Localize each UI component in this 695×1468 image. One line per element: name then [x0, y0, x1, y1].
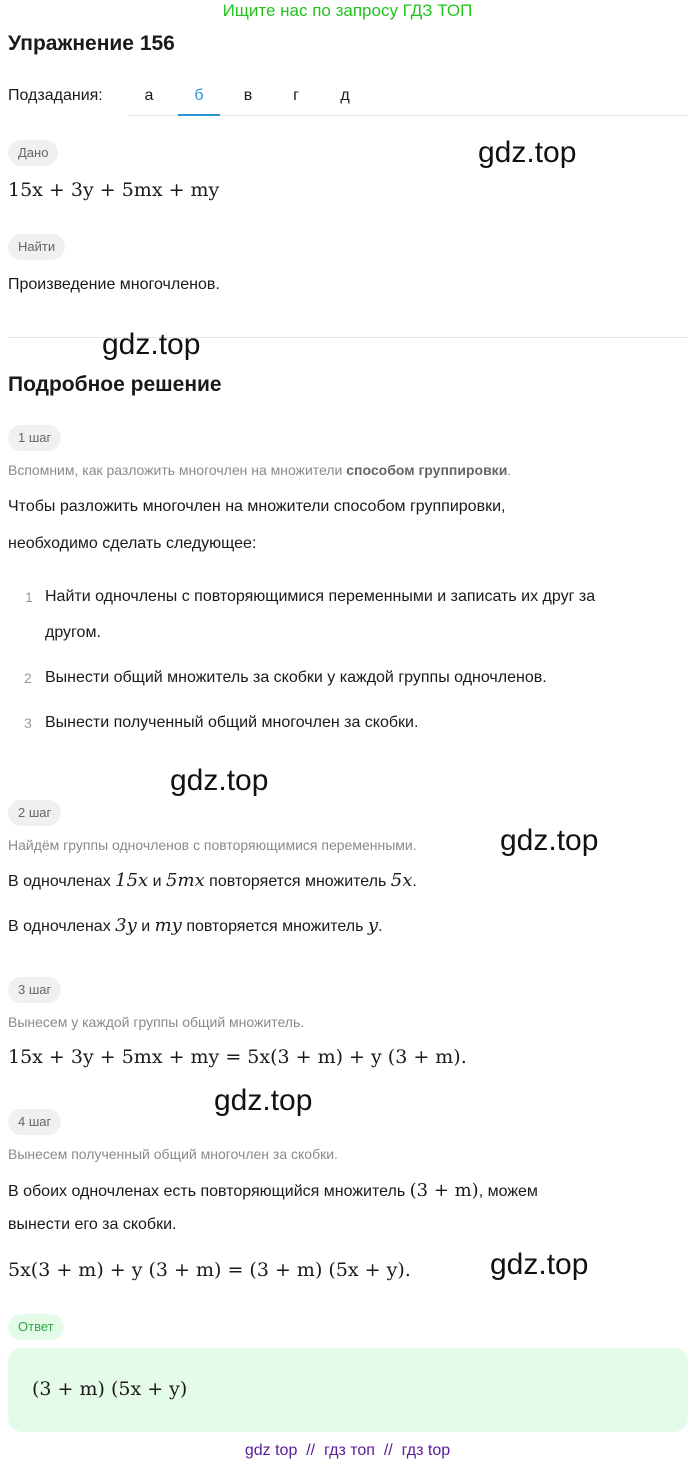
step-1-para-line2: необходимо сделать следующее: — [8, 535, 257, 552]
answer-box — [8, 1348, 688, 1432]
find-text: Произведение многочленов. — [8, 276, 220, 293]
watermark: gdz.top — [500, 824, 599, 857]
step-2-line1: В одночленах 15x и 5mx повторяется множитель 5x. — [8, 870, 417, 891]
step-2-hint: Найдём группы одночленов с повторяющимися переменными. — [8, 837, 417, 853]
step-3-expression: 15x + 3y + 5mx + my = 5x(3 + m) + y (3 + m). — [8, 1046, 467, 1068]
list-number-2: 2 — [24, 670, 32, 686]
subtasks-label: Подзадания: — [8, 87, 103, 104]
watermark: gdz.top — [214, 1084, 313, 1117]
search-hint-banner: Ищите нас по запросу ГДЗ ТОП — [222, 1, 473, 20]
given-badge: Дано — [8, 140, 58, 166]
find-badge: Найти — [8, 234, 65, 260]
list-number-1: 1 — [25, 589, 33, 605]
step-3-badge: 3 шаг — [8, 977, 61, 1003]
list-item-1-line2: другом. — [45, 624, 101, 641]
list-item-3: Вынести полученный общий многочлен за скобки. — [45, 714, 419, 731]
tab-g[interactable]: г — [293, 87, 299, 104]
tab-d[interactable]: д — [340, 87, 350, 104]
subtask-tabs — [128, 78, 687, 116]
watermark: gdz.top — [102, 328, 201, 361]
footer-link-gdz-top-mixed[interactable]: гдз top — [401, 1442, 451, 1459]
step-4-hint: Вынесем полученный общий многочлен за скобки. — [8, 1146, 338, 1162]
footer-links: gdz top // гдз топ // гдз top — [244, 1442, 451, 1459]
step-3-hint: Вынесем у каждой группы общий множитель. — [8, 1014, 305, 1030]
tab-v[interactable]: в — [243, 87, 253, 104]
tab-b[interactable]: б — [178, 78, 220, 116]
step-1-badge: 1 шаг — [8, 425, 61, 451]
page-title: Упражнение 156 — [8, 32, 175, 55]
watermark: gdz.top — [490, 1248, 589, 1281]
step-1-hint: Вспомним, как разложить многочлен на множители способом группировки. — [8, 462, 512, 478]
solution-title: Подробное решение — [8, 373, 222, 396]
answer-badge: Ответ — [8, 1314, 64, 1340]
step-2-line2: В одночленах 3y и my повторяется множитель y. — [8, 915, 383, 936]
watermark: gdz.top — [170, 764, 269, 797]
answer-expression: (3 + m) (5x + y) — [32, 1378, 188, 1400]
step-4-badge: 4 шаг — [8, 1109, 61, 1135]
step-4-line2: вынести его за скобки. — [8, 1216, 177, 1233]
step-2-badge: 2 шаг — [8, 800, 61, 826]
watermark: gdz.top — [478, 136, 577, 169]
list-number-3: 3 — [24, 715, 32, 731]
footer-link-gdz-top-ru[interactable]: гдз топ — [324, 1442, 375, 1459]
list-item-1-line1: Найти одночлены с повторяющимися переменными и записать их друг за — [45, 588, 596, 605]
step-4-expression: 5x(3 + m) + y (3 + m) = (3 + m) (5x + y). — [8, 1259, 411, 1281]
list-item-2: Вынести общий множитель за скобки у каждой группы одночленов. — [45, 669, 547, 686]
given-expression: 15x + 3y + 5mx + my — [8, 179, 220, 201]
step-4-line1: В обоих одночленах есть повторяющийся множитель (3 + m), можем — [8, 1180, 538, 1201]
footer-link-gdz-top[interactable]: gdz top — [244, 1442, 298, 1459]
step-1-para-line1: Чтобы разложить многочлен на множители способом группировки, — [8, 498, 506, 515]
tab-a[interactable]: а — [144, 87, 154, 104]
